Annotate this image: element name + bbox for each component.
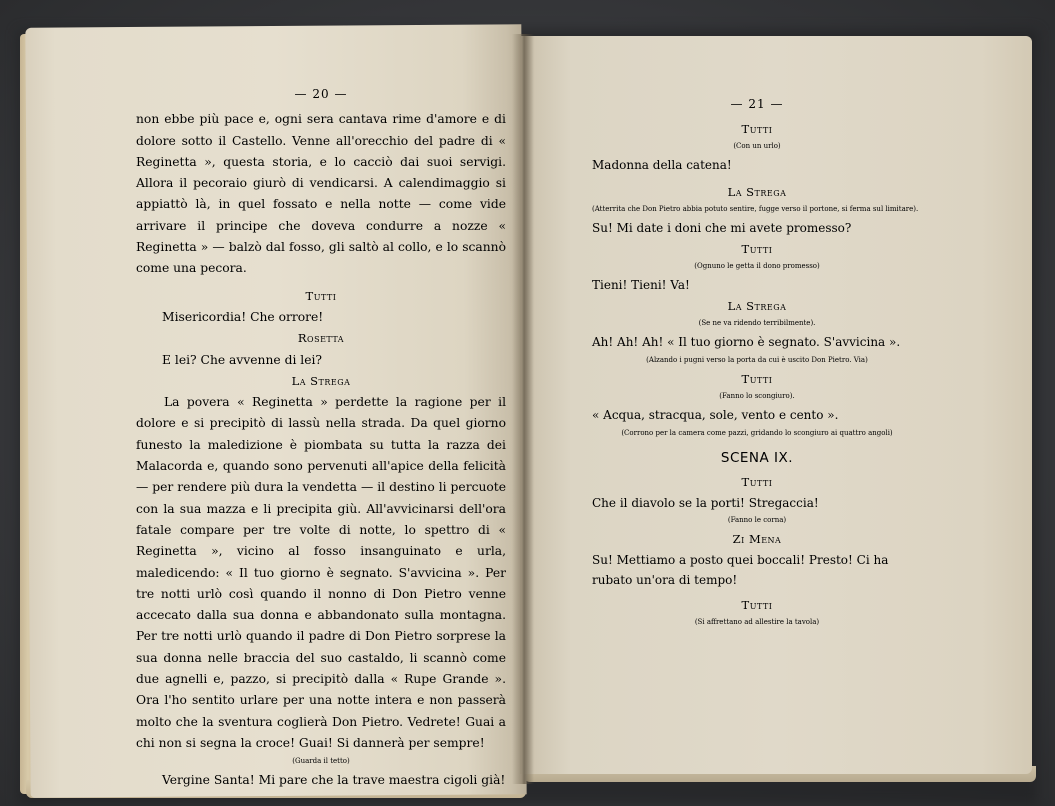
speaker-tutti: Tutti <box>741 121 773 136</box>
stage-direction: (Se ne va ridendo terribilmente). <box>698 319 816 327</box>
scene-title: SCENA IX. <box>720 449 794 466</box>
speaker-la-strega: La Strega <box>727 184 787 199</box>
stage-direction: (Si affrettano ad allestire la tavola) <box>694 618 820 626</box>
book-gutter <box>512 34 534 784</box>
stage-direction: (Guarda il tetto) <box>292 757 350 766</box>
dialogue-line: Ah! Ah! Ah! « Il tuo giorno è segnato. S'avvicina ». <box>592 335 901 349</box>
dialogue-line: Su! Mettiamo a posto quei boccali! Presto! Ci ha rubato un'ora di tempo! <box>592 552 889 587</box>
right-page-text <box>592 94 922 631</box>
stage-direction: (Con un urlo) <box>733 142 781 150</box>
stage-direction: (Atterrita che Don Pietro abbia potuto sentire, fugge verso il portone, si ferma sul limitare). <box>592 205 919 213</box>
right-page-number: — 21 — <box>730 97 784 111</box>
dialogue-line: Su! Mi date i doni che mi avete promesso? <box>592 221 852 235</box>
stage-direction: (Alzando i pugni verso la porta da cui è uscito Don Pietro. Via) <box>646 355 868 364</box>
dialogue-line: « Acqua, stracqua, sole, vento e cento ». <box>592 408 839 422</box>
stage-direction: (Fanno le corna) <box>727 516 787 524</box>
speaker-tutti: Tutti <box>741 241 773 256</box>
speaker-tutti: Tutti <box>741 475 773 489</box>
speaker-rosetta: Rosetta <box>297 331 345 346</box>
dialogue-line: E lei? Che avvenne di lei? <box>162 352 323 367</box>
speaker-tutti: Tutti <box>305 288 337 303</box>
left-page-number: — 20 — <box>294 87 348 101</box>
speaker-tutti: Tutti <box>741 597 773 612</box>
speaker-zi-mena: Zi Mena <box>732 532 782 546</box>
dialogue-line: Misericordia! Che orrore! <box>162 309 324 324</box>
speaker-la-strega: La Strega <box>291 373 351 388</box>
dialogue-line: Che il diavolo se la porti! Stregaccia! <box>592 495 819 510</box>
stage-direction: (Fanno lo scongiuro). <box>719 392 795 400</box>
opening-paragraph: non ebbe più pace e, ogni sera cantava rime d'amore e di dolore sotto il Castello. Venne all'orecchio del padre di « Reginetta », questa storia, e lo cacciò dai suoi servigi. Allora il pecoraio giurò di vendicarsi. A calendimaggio si appiattò là, in quel fossato e nella notte — come vide arrivare il principe che doveva condurre a nozze « Reginetta » — balzò dal fosso, gli saltò al collo, e lo scannò come una pecora. <box>136 112 506 276</box>
dialogue-line: Madonna della catena! <box>592 158 732 172</box>
stage-direction: (Ognuno le getta il dono promesso) <box>694 262 820 270</box>
dialogue-line: Vergine Santa! Mi pare che la trave maestra cigoli già! <box>162 773 506 788</box>
stage-direction: (Corrono per la camera come pazzi, gridando lo scongiuro ai quattro angoli) <box>621 428 893 437</box>
speaker-la-strega: La Strega <box>727 298 787 313</box>
left-page-text <box>136 84 506 792</box>
strega-monologue: La povera « Reginetta » perdette la ragione per il dolore e si precipitò di lassù nella strada. Da quel giorno funesto la maledizione è piombata su tutta la razza dei Malacorda e, quando sono pervenuti all'apice della felicità — per rendere più dura la vendetta — il destino li percuote con la sua mazza e li precipita giù. All'avvicinarsi dell'ora fatale compare per tre volte di notte, lo spettro di « Reginetta », vicino al fosso insanguinato e urla, maledicendo: « Il tuo giorno è segnato. S'avvicina ». Per tre notti urlò così quando il nonno di Don Pietro venne accecato dalla sua donna e abbandonato sulla montagna. Per tre notti urlò quando il padre di Don Pietro sorprese la sua donna nelle braccia del suo castaldo, li scannò come due agnelli e, pazzo, si precipitò dalla « Rupe Grande ». Ora l'ho sentito urlare per una notte intera e non passerà molto che la sventura coglierà Don Pietro. Vedrete! Guai a chi non si segna la croce! Guai! Si dannerà per sempre! <box>136 395 506 750</box>
dialogue-line: Tieni! Tieni! Va! <box>592 278 690 292</box>
speaker-tutti: Tutti <box>741 371 773 386</box>
